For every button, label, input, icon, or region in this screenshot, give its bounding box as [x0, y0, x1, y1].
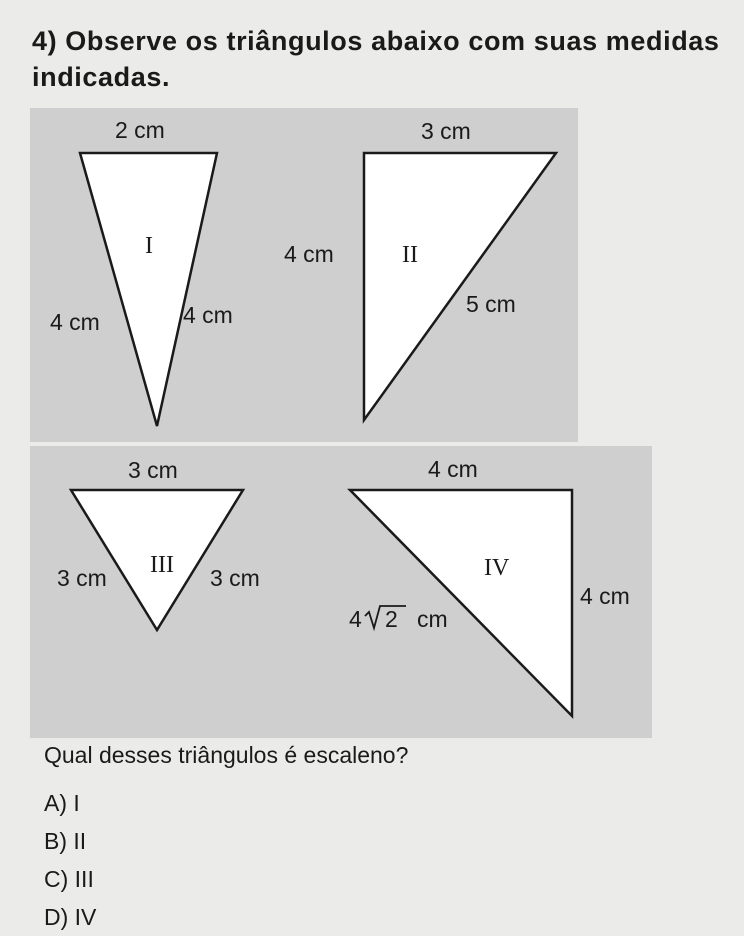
- triangle-i-left-label: 4 cm: [50, 309, 100, 335]
- option-letter: D): [44, 904, 69, 930]
- triangle-iv-hypotenuse-radicand: 2: [385, 606, 398, 632]
- triangle-iv-hypotenuse-unit: cm: [417, 606, 448, 632]
- triangle-iv-shape: [350, 490, 572, 716]
- triangle-i-top-label: 2 cm: [115, 117, 165, 143]
- triangle-ii: [284, 118, 556, 420]
- option-letter: C): [44, 866, 69, 892]
- triangle-iv-top-label: 4 cm: [428, 456, 478, 482]
- triangle-ii-top-label: 3 cm: [421, 118, 471, 144]
- triangle-ii-hypotenuse-label: 5 cm: [466, 291, 516, 317]
- triangle-iii-top-label: 3 cm: [128, 457, 178, 483]
- question-prompt: Qual desses triângulos é escaleno?: [44, 742, 409, 768]
- option-value: IV: [74, 904, 97, 930]
- triangle-iv-right-label: 4 cm: [580, 583, 630, 609]
- option-c[interactable]: [44, 860, 96, 898]
- triangle-iii-left-label: 3 cm: [57, 565, 107, 591]
- triangle-iii-roman-label: III: [150, 552, 174, 578]
- option-value: II: [73, 828, 87, 854]
- triangle-iii-right-label: 3 cm: [210, 565, 260, 591]
- option-d[interactable]: [44, 898, 96, 936]
- triangle-iii: [57, 457, 260, 630]
- option-value: I: [73, 790, 80, 816]
- triangle-ii-shape: [364, 153, 556, 420]
- triangle-i-shape: [80, 153, 217, 426]
- triangle-iv-hypotenuse-coefficient: 4: [349, 606, 362, 632]
- triangle-ii-left-label: 4 cm: [284, 241, 334, 267]
- answer-options: [44, 784, 96, 936]
- question-text: 4) Observe os triângulos abaixo com suas medidas indicadas.: [32, 26, 720, 92]
- triangle-iv: [349, 456, 630, 716]
- option-a[interactable]: [44, 784, 96, 822]
- option-letter: A): [44, 790, 67, 816]
- triangle-i-roman-label: I: [145, 233, 153, 259]
- option-value: III: [74, 866, 94, 892]
- triangle-i: [50, 117, 233, 426]
- triangle-iv-roman-label: IV: [484, 555, 510, 581]
- triangle-ii-roman-label: II: [402, 242, 418, 268]
- triangle-i-right-label: 4 cm: [183, 302, 233, 328]
- option-b[interactable]: [44, 822, 96, 860]
- option-letter: B): [44, 828, 67, 854]
